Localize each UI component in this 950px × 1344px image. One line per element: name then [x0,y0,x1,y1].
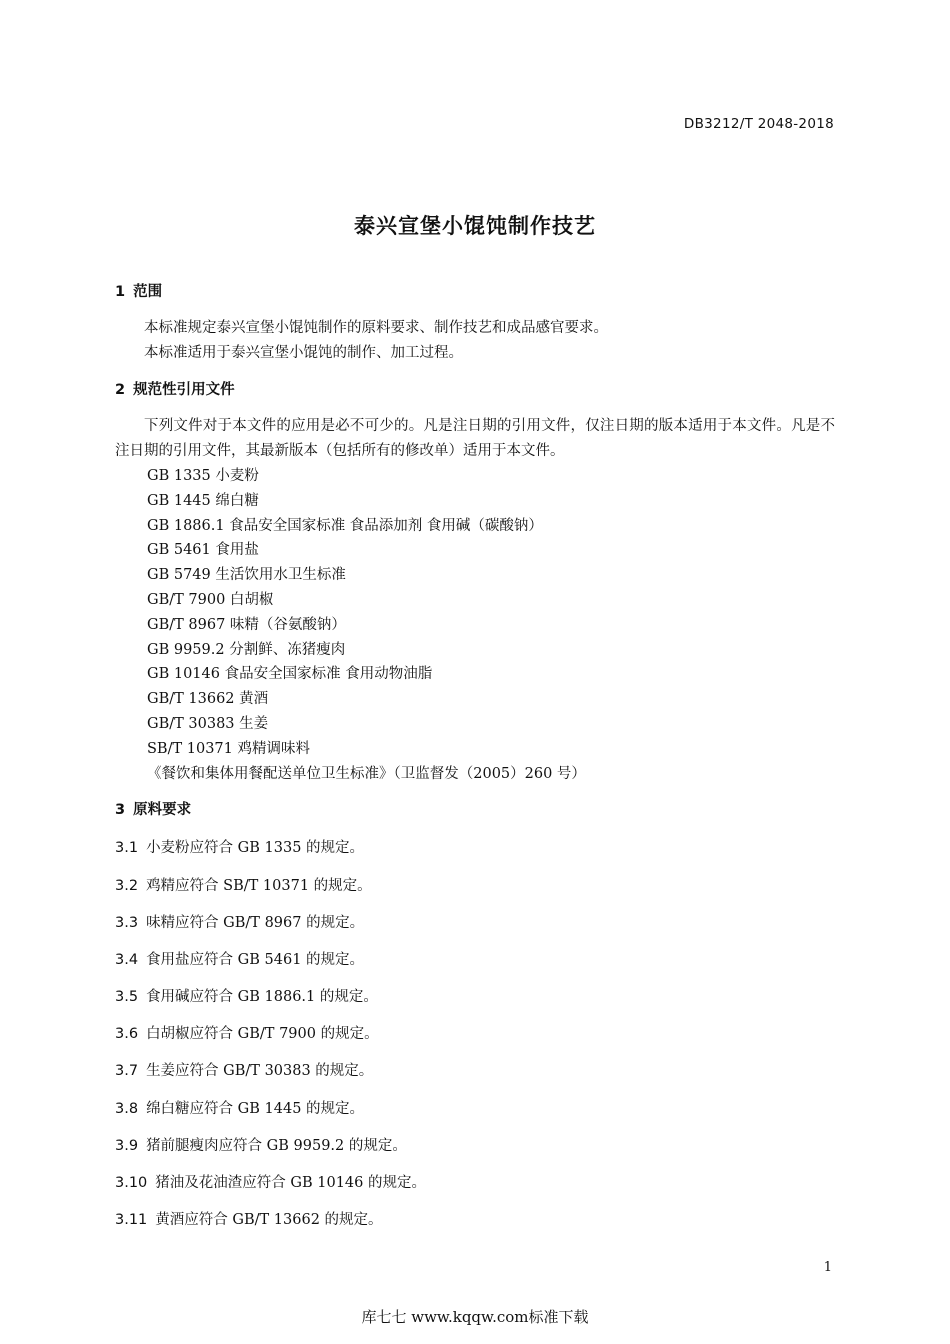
section-body [115,414,835,786]
section-number: 1 [115,284,126,300]
section-body [115,316,835,366]
clause-text: 猪油及花油渣应符合 GB 10146 的规定。 [155,1175,426,1192]
clause-number: 3.2 [115,877,139,894]
section-heading [115,280,835,305]
clause-number: 3.3 [115,914,139,931]
document-title: 泰兴宣堡小馄饨制作技艺 [354,214,596,238]
reference-item: SB/T 10371 鸡精调味料 [147,740,310,757]
section-title: 范围 [133,284,163,300]
requirement-item [115,874,835,911]
reference-item: GB/T 7900 白胡椒 [147,591,274,608]
clause-text: 小麦粉应符合 GB 1335 的规定。 [146,840,365,857]
section-heading [115,798,835,823]
clause-number: 3.1 [115,840,139,857]
section-references [115,378,835,786]
requirement-item [115,911,835,948]
reference-item: GB 1445 绵白糖 [147,492,259,509]
reference-item: GB 1886.1 食品安全国家标准 食品添加剂 食用碱（碳酸钠） [147,517,543,534]
clause-text: 猪前腿瘦肉应符合 GB 9959.2 的规定。 [146,1137,407,1154]
clause-text: 食用碱应符合 GB 1886.1 的规定。 [146,989,378,1006]
requirement-item [115,1059,835,1096]
clause-number: 3.7 [115,1063,139,1080]
section-heading [115,378,835,403]
reference-item: GB 1335 小麦粉 [147,468,259,484]
requirement-item [115,1022,835,1059]
clause-number: 3.5 [115,989,139,1006]
reference-item: GB 5461 食用盐 [147,542,259,559]
section-scope [115,280,835,366]
document-body [115,280,835,1245]
reference-item: GB/T 8967 味精（谷氨酸钠） [147,616,346,633]
section-number: 3 [115,802,126,819]
clause-number: 3.11 [115,1212,148,1229]
requirement-item [115,1208,835,1245]
clause-text: 味精应符合 GB/T 8967 的规定。 [146,914,365,931]
clause-text: 生姜应符合 GB/T 30383 的规定。 [146,1063,374,1080]
section-materials [115,798,835,1245]
clause-number: 3.8 [115,1100,139,1117]
reference-item: GB 5749 生活饮用水卫生标准 [147,567,346,584]
requirement-item [115,1171,835,1208]
page-number: 1 [823,1260,832,1275]
requirement-item [115,1097,835,1134]
requirement-item [115,948,835,985]
requirement-item [115,1134,835,1171]
reference-item: GB 10146 食品安全国家标准 食用动物油脂 [147,666,433,683]
clause-text: 食用盐应符合 GB 5461 的规定。 [146,951,365,968]
paragraph: 本标准规定泰兴宣堡小馄饨制作的原料要求、制作技艺和成品感官要求。 [144,320,608,336]
clause-text: 黄酒应符合 GB/T 13662 的规定。 [155,1212,383,1229]
clause-text: 鸡精应符合 SB/T 10371 的规定。 [146,877,372,894]
reference-item: 《餐饮和集体用餐配送单位卫生标准》（卫监督发（2005）260 号） [147,765,586,782]
paragraph: 下列文件对于本文件的应用是必不可少的。凡是注日期的引用文件，仅注日期的版本适用于本文件。凡是不注日期的引用文件，其最新版本（包括所有的修改单）适用于本文件。 [115,418,835,459]
reference-item: GB/T 30383 生姜 [147,715,269,732]
reference-item: GB/T 13662 黄酒 [147,691,269,708]
section-number: 2 [115,382,126,398]
reference-item: GB 9959.2 分割鲜、冻猪瘦肉 [147,641,346,658]
clause-number: 3.9 [115,1137,139,1154]
reference-list [115,464,835,786]
clause-number: 3.4 [115,951,139,968]
requirement-list [115,836,835,1245]
paragraph: 本标准适用于泰兴宣堡小馄饨的制作、加工过程。 [144,345,463,361]
standard-number: DB3212/T 2048-2018 [683,116,834,132]
requirement-item [115,985,835,1022]
footer-watermark: 库七七 www.kqqw.com标准下载 [361,1308,589,1326]
clause-text: 白胡椒应符合 GB/T 7900 的规定。 [146,1026,379,1043]
clause-number: 3.6 [115,1026,139,1043]
section-title: 规范性引用文件 [133,382,235,398]
clause-text: 绵白糖应符合 GB 1445 的规定。 [146,1100,365,1117]
requirement-item [115,836,835,873]
section-title: 原料要求 [133,802,192,819]
clause-number: 3.10 [115,1175,148,1192]
